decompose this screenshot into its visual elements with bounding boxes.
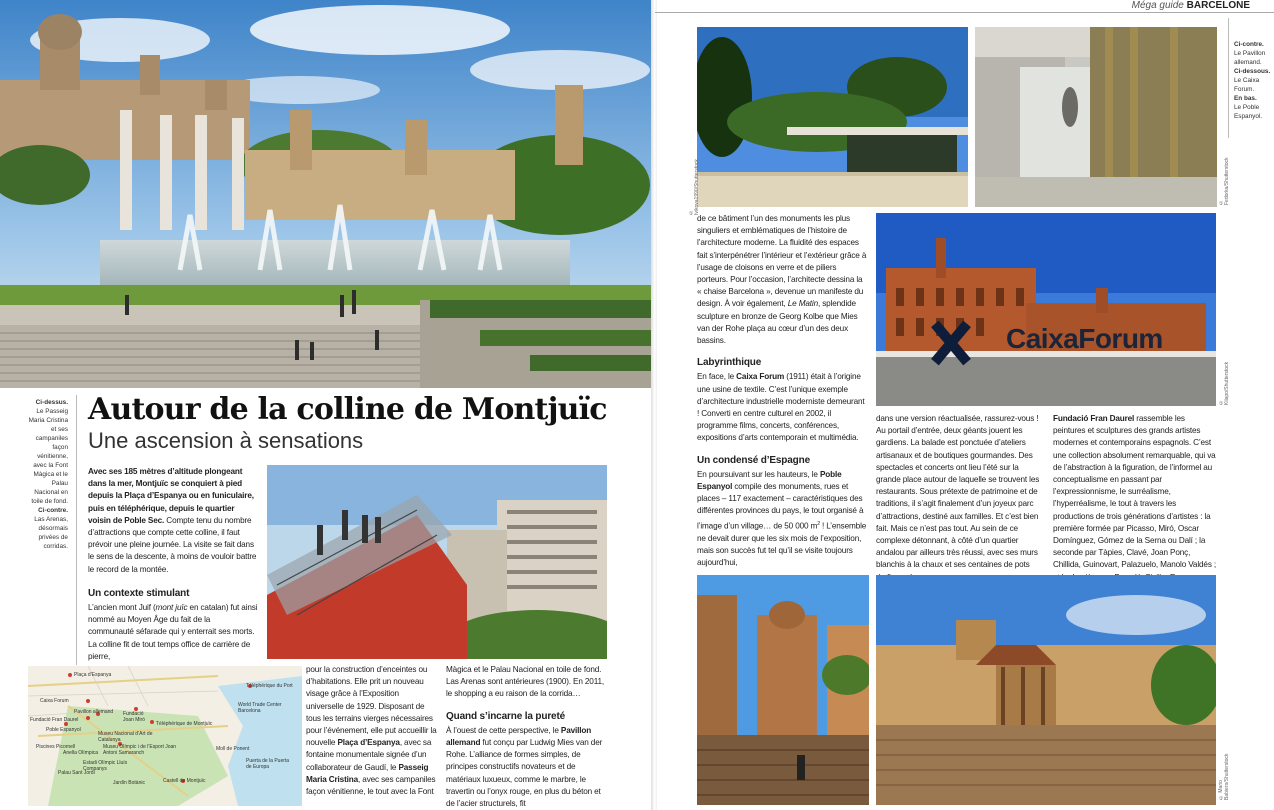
caixa-sign: CaixaForum xyxy=(1006,323,1163,354)
lead-column xyxy=(88,466,258,663)
photo-caixa-forum xyxy=(876,213,1216,406)
col4-italic: Le Matin xyxy=(787,299,818,309)
col4-text-f: compile des monuments, rues et places – 117 exactement – caractéristiques des différentes provinces du pays, le tout organisé à l’image d’un village… de 50 000 m xyxy=(697,482,864,531)
section1-text-a: L’ancien mont Juif ( xyxy=(88,603,156,613)
map-label: Piscines Picornell xyxy=(36,744,76,750)
column-5 xyxy=(876,413,1040,584)
header-city: BARCELONE xyxy=(1186,0,1250,11)
running-header xyxy=(1100,0,1250,12)
col4-bold-2: Poble Espanyol xyxy=(697,469,842,492)
map-label: Moll de Ponent xyxy=(216,746,250,752)
divider-right xyxy=(1228,18,1229,138)
column-2 xyxy=(306,664,438,798)
caption-right xyxy=(1234,40,1272,121)
caption-right-label-3: En bas. xyxy=(1234,95,1257,102)
section-heading-contexte: Un contexte stimulant xyxy=(88,587,190,599)
lead-bold: Avec ses 185 mètres d’altitude plongeant dans la mer, Montjuïc se conquiert à pied depuis la Plaça d’Espanya ou en funiculaire, puis en téléphérique, depuis le quartier voisin de Poble Sec. xyxy=(88,467,254,525)
col6-text-a: rassemble les peintures et sculptures des grands artistes modernes et contemporains espagnols. C’est une collection absolument remarquable, qui va de l’abstraction à la figuration, de l’informel au conceptualisme en passant par l’expressionnisme, le surréalisme, l’hyperréalisme, le tout à travers les productions de trois générations d’artistes : la première formée par Picasso, Miró, Oscar Domínguez, Gómez de la Serna ou Dalí ; la seconde par Tàpies, Clavé, Joan Ponç, Chillida, Guinovart, Palazuelo, Manolo Valdés ; xyxy=(1053,414,1217,570)
col3-text-b: À l’ouest de cette perspective, le xyxy=(446,725,561,735)
photo-sculpture-le-matin xyxy=(975,27,1217,207)
col4-text-b: , splendide sculpture en bronze de Georg Kolbe que Mies van der Rohe plaça au cœur d’un des deux bassins. xyxy=(697,299,858,346)
caption-right-text-1: Le Pavillon allemand. xyxy=(1234,50,1266,66)
header-guide-label: Méga guide xyxy=(1131,0,1184,11)
col3-text-a: Màgica et le Palau Nacional en toile de fond. Las Arenas sont antérieures (1900). En 2011, le shopping a eu raison de la corrida… xyxy=(446,665,605,699)
map-label: Pavillon allemand xyxy=(74,709,114,715)
credit-sculpture: © Fedorka/Shutterstock xyxy=(1218,157,1230,205)
col2-text-d: , avec ses campaniles façon vénitienne, le tout avec la Font xyxy=(306,774,436,797)
map-label: Puerta de la Puerta de Europa xyxy=(246,758,290,770)
section-heading-purete: Quand s’incarne la pureté xyxy=(446,710,566,722)
caption-left-label-2: Ci-contre. xyxy=(38,507,68,514)
caption-right-label-1: Ci-contre. xyxy=(1234,41,1264,48)
article-title: Autour de la colline de Montjuïc xyxy=(88,392,607,427)
map-label: Castell de Montjuïc xyxy=(163,778,206,784)
col5-text: dans une version réactualisée, rassurez-vous ! Au portail d’entrée, deux géants jouent les gardiens. La balade est ponctuée d’ateliers artisanaux et de boutiques gourmandes. Des spectacles et concerts ont lieu l’été sur la grande place autour de laquelle se trouvent les restaurants. Sous prétexte de patrimoine et de traditions, il s’agit finalement d’un joyeux parc d’attractions, destiné aux familles. Et c’est bien fait. Mais ce n’est pas tout. Au sein de ce complexe détonnant, à côté d’un quartier andalou par ailleurs très réussi, avec ses murs blanchis à la chaux et ses centaines de pots xyxy=(876,414,1040,570)
caption-left-label-1: Ci-dessus. xyxy=(35,399,68,406)
photo-las-arenas xyxy=(267,465,607,659)
col4-text-c: En face, le xyxy=(697,372,737,382)
col6-bold-1: Fundació Fran Daurel xyxy=(1053,414,1135,423)
map-label: World Trade Center Barcelona xyxy=(238,702,282,714)
col4-text-e: En poursuivant sur les hauteurs, le xyxy=(697,469,820,479)
map-label: Fundació Joan Miró xyxy=(123,711,145,723)
column-3 xyxy=(446,664,606,810)
map-label: Téléphérique du Port xyxy=(246,683,293,689)
credit-caixa: © Kilapo/Shutterstock xyxy=(1218,361,1230,405)
col2-bold-1: Plaça d’Espanya xyxy=(337,738,400,748)
map-label: Poble Espanyol xyxy=(46,727,81,733)
map-label: Palau Sant Jordi xyxy=(58,770,95,776)
section1-text-b: en catalan) fut ainsi nommé au Moyen Âge du fait de la communauté séfarade qui y enterrait ses morts. La colline fit de tout temps office de carrière de pierre, xyxy=(88,603,258,661)
hero-photo-montjuic xyxy=(0,0,652,388)
caption-left xyxy=(28,398,68,551)
credit-poble: © Mario Babiero/Shutterstock xyxy=(1218,753,1230,800)
photo-pavillon-allemand xyxy=(697,27,968,207)
page-gutter xyxy=(651,0,657,810)
map-label: Plaça d’Espanya xyxy=(74,672,112,678)
lead-rest: Compte tenu du nombre d’attractions que compte cette colline, il faut prévoir une pleine journée. La visite se fait dans le sens de la descente, à moins de vouloir battre le record de la montée. xyxy=(88,515,257,574)
credit-pavilion: © Ivikova1990/Shutterstock xyxy=(688,159,700,215)
map-montjuic xyxy=(28,666,302,806)
caption-right-text-3: Le Poble Espanyol. xyxy=(1234,104,1263,120)
map-label: Caixa Forum xyxy=(40,698,69,704)
header-rule xyxy=(655,12,1274,13)
map-label: Téléphérique de Montjuïc xyxy=(156,721,213,727)
column-4 xyxy=(697,213,867,569)
map-label: Fundació Fran Daurel xyxy=(30,717,79,723)
col4-text-a: de ce bâtiment l’un des monuments les plus singuliers et emblématiques de l’histoire de l’architecture moderne. La fluidité des espaces fait s’interpénétrer l’intérieur et l’extérieur grâce à l’usage de cloisons en verre et de piliers porteurs. Pour l’occasion, l’architecte dessina la « chaise Barcelona », devenue un manifeste du design. À voir également, xyxy=(697,214,867,309)
col2-text-a: pour la construction d’enceintes ou d’habitations. Elle prit un nouveau visage grâce à l’Exposition universelle de 1929. Disposant de tous les terrains vierges nécessaires pour l’événement, elle put accueillir la nouvelle xyxy=(306,665,437,748)
map-label: Museu Nacional d’Art de Catalunya xyxy=(98,731,153,743)
caption-left-text-2: Las Arenas, désormais privées de corridas. xyxy=(34,516,68,550)
photo-poble-espanyol-square xyxy=(876,575,1216,805)
caption-right-text-2: Le Caixa Forum. xyxy=(1234,77,1260,93)
col2-text-c: , avec sa fontaine monumentale signée d’un collaborateur de Gaudí, le xyxy=(306,738,432,772)
column-6 xyxy=(1053,413,1216,584)
col4-text-d: (1911) était à l’origine une usine de textile. C’est l’unique exemple d’architecture industrielle moderniste demeurant ! Converti en centre culturel en 2002, il programme films, concerts, conférences, expositions d’arts contemporain et multimédia. xyxy=(697,372,865,443)
divider-left xyxy=(76,395,77,665)
section1-italic: mont juïc xyxy=(155,603,188,613)
caption-left-text-1: Le Passeig Maria Cristina et ses campaniles façon vénitienne, avec la Font Màgica et le Palau Nacional en toile de fond. xyxy=(28,408,68,505)
map-label: Estadi Olímpic Lluís Companys xyxy=(83,760,128,772)
map-label: Anella Olímpica xyxy=(63,750,99,756)
photo-poble-espanyol-tower xyxy=(697,575,869,805)
col2-bold-2: Passeig Maria Cristina xyxy=(306,762,429,784)
col3-text-c: fut conçu par Ludwig Mies van der Rohe. L’alliance de formes simples, de principes constructifs novateurs et de matériaux luxueux, comme le marbre, le travertin ou l’onyx rouge, en plus du béton et de l’acier structurels, fit xyxy=(446,738,603,809)
section-heading-labyrinthique: Labyrinthique xyxy=(697,357,762,369)
col4-text-g: ! L’ensemble ne devait durer que les six mois de l’exposition, mais son succès fut tel qu’il se visite toujours aujourd’hui, xyxy=(697,521,867,568)
col3-bold-1: Pavillon allemand xyxy=(446,725,592,748)
section-heading-condense: Un condensé d’Espagne xyxy=(697,454,810,466)
caption-right-label-2: Ci-dessous. xyxy=(1234,68,1271,75)
col4-sup: 2 xyxy=(817,520,820,527)
map-label: Museu Olímpic i de l’Esport Joan Antoni Samaranch xyxy=(103,744,177,756)
col4-bold-1: Caixa Forum xyxy=(736,372,785,382)
article-subtitle: Une ascension à sensations xyxy=(88,428,364,453)
map-label: Jardín Botànic xyxy=(113,780,145,786)
